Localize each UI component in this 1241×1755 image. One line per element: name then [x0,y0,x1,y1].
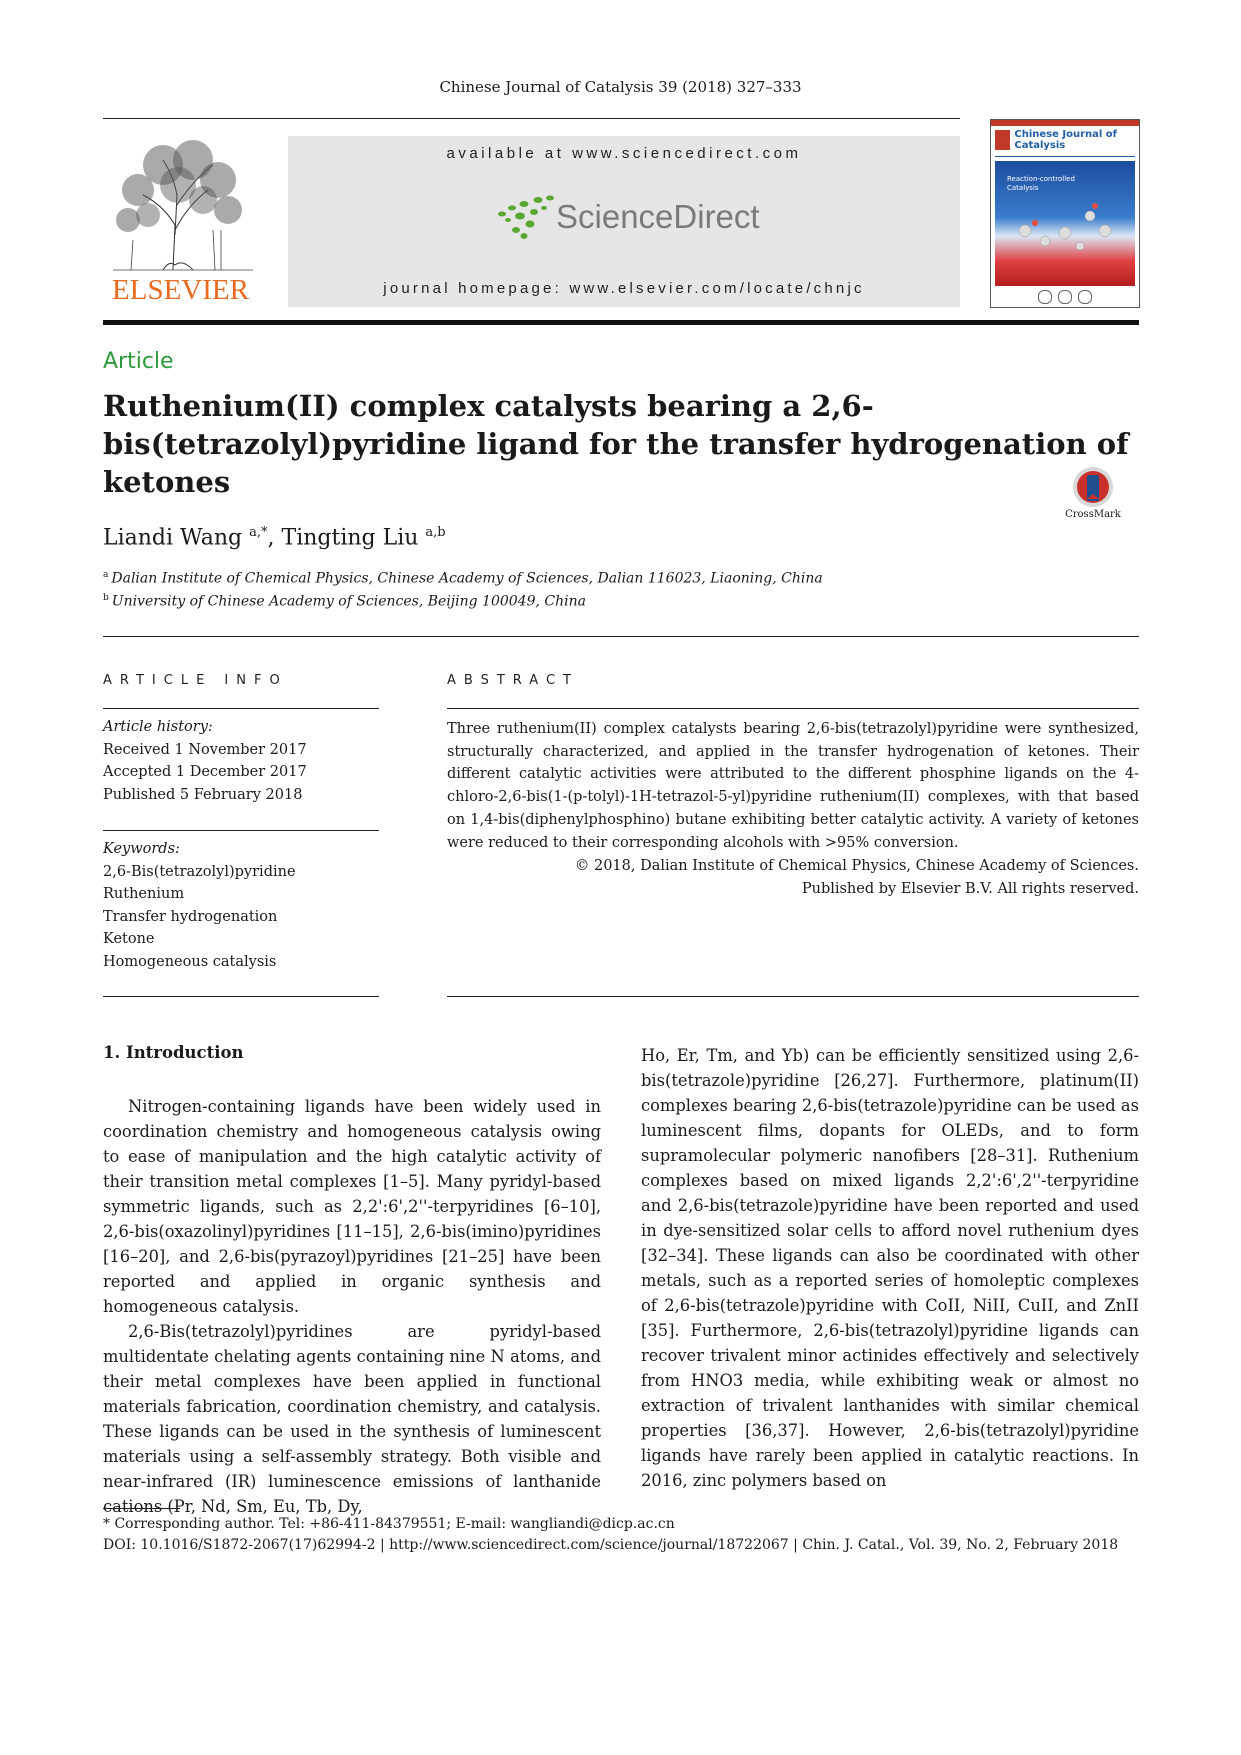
cover-caption: Reaction-controlled Catalysis [1007,175,1075,192]
author-list [103,525,446,550]
affiliation-mark: b [103,593,109,603]
cover-badge-icon [1058,290,1072,304]
history-accepted: Accepted 1 December 2017 [103,764,307,780]
copyright-line: Published by Elsevier B.V. All rights reserved. [801,880,1139,897]
affiliation-text: Dalian Institute of Chemical Physics, Chinese Academy of Sciences, Dalian 116023, Liaoning, China [111,570,823,587]
sciencedirect-dots-icon [494,194,556,242]
cover-badge-icon [1078,290,1092,304]
elsevier-wordmark: ELSEVIER [112,274,249,306]
body-column-right [641,1043,1139,1493]
body-paragraph: Ho, Er, Tm, and Yb) can be efficiently sensitized using 2,6-bis(tetrazole)pyridine [26,27]. Furthermore, platinum(II) complexes bearing 2,6-bis(tetrazole)pyridine can be used as luminescent films, dopants for OLEDs, and to form supramolecular polymeric nanofibers [28–31]. Ruthenium complexes based on mixed ligands 2,2':6',2''-terpyridine and 2,6-bis(tetrazole)pyridine have been reported and used in dye-sensitized solar cells to afford novel ruthenium dyes [32–34]. These ligands can also be coordinated with other metals, such as a reported series of homoleptic complexes of 2,6-bis(tetrazole)pyridine with CoII, NiII, CuII, and ZnII [35]. Furthermore, 2,6-bis(tetrazolyl)pyridine ligands can recover trivalent minor actinides effectively and selectively from HNO3 media, while exhibiting weak or almost no extraction of trivalent lanthanides with similar chemical properties [36,37]. However, 2,6-bis(tetrazolyl)pyridine ligands have rarely been applied in catalytic reactions. In 2016, zinc polymers based on [641,1046,1139,1490]
available-at-text: available at www.sciencedirect.com [446,145,802,162]
keyword-item: Transfer hydrogenation [103,908,278,925]
affiliation [103,593,586,610]
copyright [447,855,1139,900]
abstract-rule [447,996,1139,997]
cover-molecule-icon [995,161,1135,286]
keyword-item: Ruthenium [103,886,185,902]
section-rule [103,636,1139,637]
keyword-item: 2,6-Bis(tetrazolyl)pyridine [103,863,296,880]
elsevier-tree-icon [103,135,258,275]
sciencedirect-banner [288,136,960,307]
affiliation-text: University of Chinese Academy of Sciences, Beijing 100049, China [111,593,586,610]
copyright-line: © 2018, Dalian Institute of Chemical Physics, Chinese Academy of Sciences. [574,858,1139,874]
body-paragraph: Nitrogen-containing ligands have been widely used in coordination chemistry and homogeneous catalysis owing to ease of manipulation and the high catalytic activity of their transition metal complexes [1–5]. Many pyridyl-based symmetric ligands, such as 2,2':6',2''-terpyridines [6–10], 2,6-bis(oxazolinyl)pyridines [11–15], 2,6-bis(imino)pyridines [16–20], and 2,6-bis(pyrazoyl)pyridines [21–25] have been reported and applied in organic synthesis and homogeneous catalysis. [103,1097,601,1316]
journal-citation: Chinese Journal of Catalysis 39 (2018) 327–333 [439,78,802,96]
corresponding-author-note: * Corresponding author. Tel: +86-411-84379551; E-mail: wangliandi@dicp.ac.cn [103,1516,675,1532]
cover-journal-name: Chinese Journal of Catalysis [1014,129,1118,151]
sciencedirect-wordmark: ScienceDirect [556,198,760,235]
info-rule [103,830,379,831]
sciencedirect-logo [494,194,760,242]
crossmark-icon [1062,465,1124,509]
author-separator: , [267,525,282,551]
cover-badge-icon [1038,290,1052,304]
author-name: Tingting Liu [281,525,419,551]
abstract-rule [447,708,1139,709]
section-heading: 1. Introduction [103,1043,244,1062]
affiliation-mark: a [103,570,109,580]
abstract-text: Three ruthenium(II) complex catalysts bearing 2,6-bis(tetrazolyl)pyridine were synthesized, structurally characterized, and applied in the transfer hydrogenation of ketones. Their different catalytic activities were attributed to the different phosphine ligands on the 4-chloro-2,6-bis(1-(p-tolyl)-1H-tetrazol-5-yl)pyridine ruthenium(II) complexes, with that based on 1,4-bis(diphenylphosphino) butane exhibiting better catalytic activity. A variety of ketones were reduced to their corresponding alcohols with >95% conversion. [447,721,1139,851]
footnote-rule [103,1508,180,1509]
affiliation [103,570,823,587]
body-column-left [103,1094,601,1519]
author-marks: a,* [249,525,268,540]
info-rule [103,996,379,997]
doi-line: DOI: 10.1016/S1872-2067(17)62994-2 | http://www.sciencedirect.com/science/journal/18722067 | Chin. J. Catal., Vol. 39, No. 2, February 2018 [103,1537,1119,1553]
keyword-item: Homogeneous catalysis [103,953,277,970]
keywords [103,838,379,973]
cover-art [995,161,1135,286]
info-rule [103,708,379,709]
article-history [103,716,379,806]
cover-emblem-icon [995,130,1010,150]
author-name: Liandi Wang [103,525,243,551]
history-received: Received 1 November 2017 [103,741,307,758]
crossmark-label: CrossMark [1065,509,1121,520]
article-title: Ruthenium(II) complex catalysts bearing a 2,6-bis(tetrazolyl)pyridine ligand for the transfer hydrogenation of ketones [103,389,1129,499]
crossmark-badge[interactable] [1062,465,1124,525]
history-published: Published 5 February 2018 [103,786,303,803]
history-label: Article history: [103,719,213,735]
keywords-label: Keywords: [103,841,180,857]
header-thick-rule [103,320,1139,325]
author-marks: a,b [425,525,446,540]
keyword-item: Ketone [103,931,155,947]
journal-homepage-text: journal homepage: www.elsevier.com/locate/chnjc [383,280,865,297]
journal-cover [990,119,1140,308]
header-rule [103,118,960,119]
abstract-heading: ABSTRACT [447,673,579,688]
elsevier-logo [103,135,258,307]
article-info-heading: ARTICLE INFO [103,673,288,688]
article-type-label: Article [103,349,174,374]
body-paragraph: 2,6-Bis(tetrazolyl)pyridines are pyridyl-based multidentate chelating agents containing nine N atoms, and their metal complexes have been applied in functional materials fabrication, coordination chemistry, and catalysis. These ligands can be used in the synthesis of luminescent materials using a self-assembly strategy. Both visible and near-infrared (IR) luminescence emissions of lanthanide cations (Pr, Nd, Sm, Eu, Tb, Dy, [103,1322,601,1516]
